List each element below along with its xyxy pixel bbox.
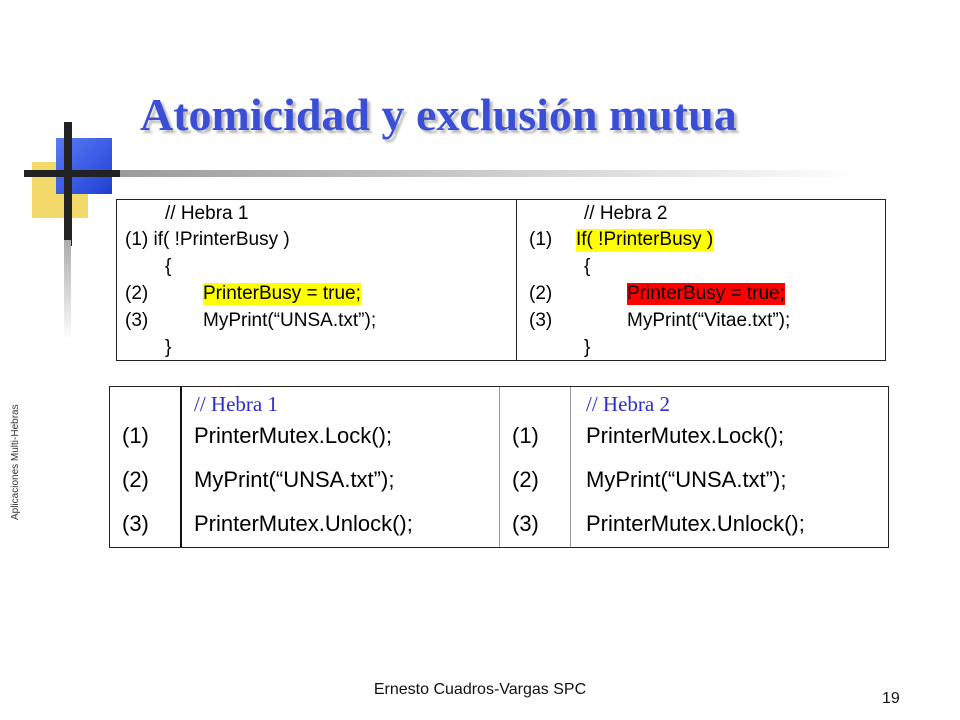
title-underline-fade (120, 170, 860, 177)
mutex-hebra2-stmt2: MyPrint(“UNSA.txt”); (586, 467, 787, 492)
mutex-hebra2-num3: (3) (512, 511, 539, 536)
mutex-hebra2-num1: (1) (512, 423, 539, 448)
slide-title: Atomicidad y exclusión mutua (140, 89, 737, 140)
hebra2-comment: // Hebra 2 (584, 203, 668, 224)
page-number: 19 (882, 690, 900, 707)
mutex-hebra2-stmt3: PrinterMutex.Unlock(); (586, 511, 805, 536)
logo-vertical-fade (64, 240, 71, 340)
mutex-hebra1-num1: (1) (122, 423, 149, 448)
hebra2-stmt3: MyPrint(“Vitae.txt”); (627, 310, 791, 331)
hebra2-num3: (3) (529, 310, 553, 331)
hebra1-num2: (2) (125, 283, 149, 304)
mutex-hebra1-num3: (3) (122, 511, 149, 536)
footer-author: Ernesto Cuadros-Vargas SPC (373, 681, 587, 698)
mutex-hebra1-stmt1: PrinterMutex.Lock(); (194, 423, 393, 448)
mutex-hebra1-stmt3: PrinterMutex.Unlock(); (194, 511, 413, 536)
hebra2-num1: (1) (529, 229, 553, 250)
mutex-hebra1-comment: // Hebra 1 (194, 392, 278, 416)
hebra1-brace-open: { (165, 256, 172, 277)
hebra1-stmt3: MyPrint(“UNSA.txt”); (203, 310, 377, 331)
mutex-code-table (109, 386, 889, 548)
column-divider (516, 200, 517, 360)
column-divider (570, 387, 571, 547)
hebra1-line1: (1) if( !PrinterBusy ) (125, 229, 290, 250)
logo-horizontal-bar (24, 170, 120, 177)
mutex-hebra1-stmt2: MyPrint(“UNSA.txt”); (194, 467, 395, 492)
column-divider (499, 387, 500, 547)
hebra2-stmt1: If( !PrinterBusy ) (576, 229, 714, 250)
unsafe-code-table (116, 199, 886, 361)
mutex-hebra1-num2: (2) (122, 467, 149, 492)
logo-vertical-bar (64, 122, 72, 246)
side-label: Aplicaciones Multi-Hebras (10, 404, 21, 520)
hebra1-num3: (3) (125, 310, 149, 331)
hebra1-brace-close: } (165, 337, 172, 358)
hebra1-comment: // Hebra 1 (165, 203, 249, 224)
hebra2-brace-close: } (584, 337, 591, 358)
mutex-hebra2-stmt1: PrinterMutex.Lock(); (586, 423, 785, 448)
column-divider (180, 387, 182, 547)
hebra2-num2: (2) (529, 283, 553, 304)
hebra1-stmt2: PrinterBusy = true; (203, 283, 361, 304)
mutex-hebra2-comment: // Hebra 2 (586, 392, 670, 416)
hebra2-stmt2: PrinterBusy = true; (627, 283, 785, 304)
hebra2-brace-open: { (584, 256, 591, 277)
mutex-hebra2-num2: (2) (512, 467, 539, 492)
